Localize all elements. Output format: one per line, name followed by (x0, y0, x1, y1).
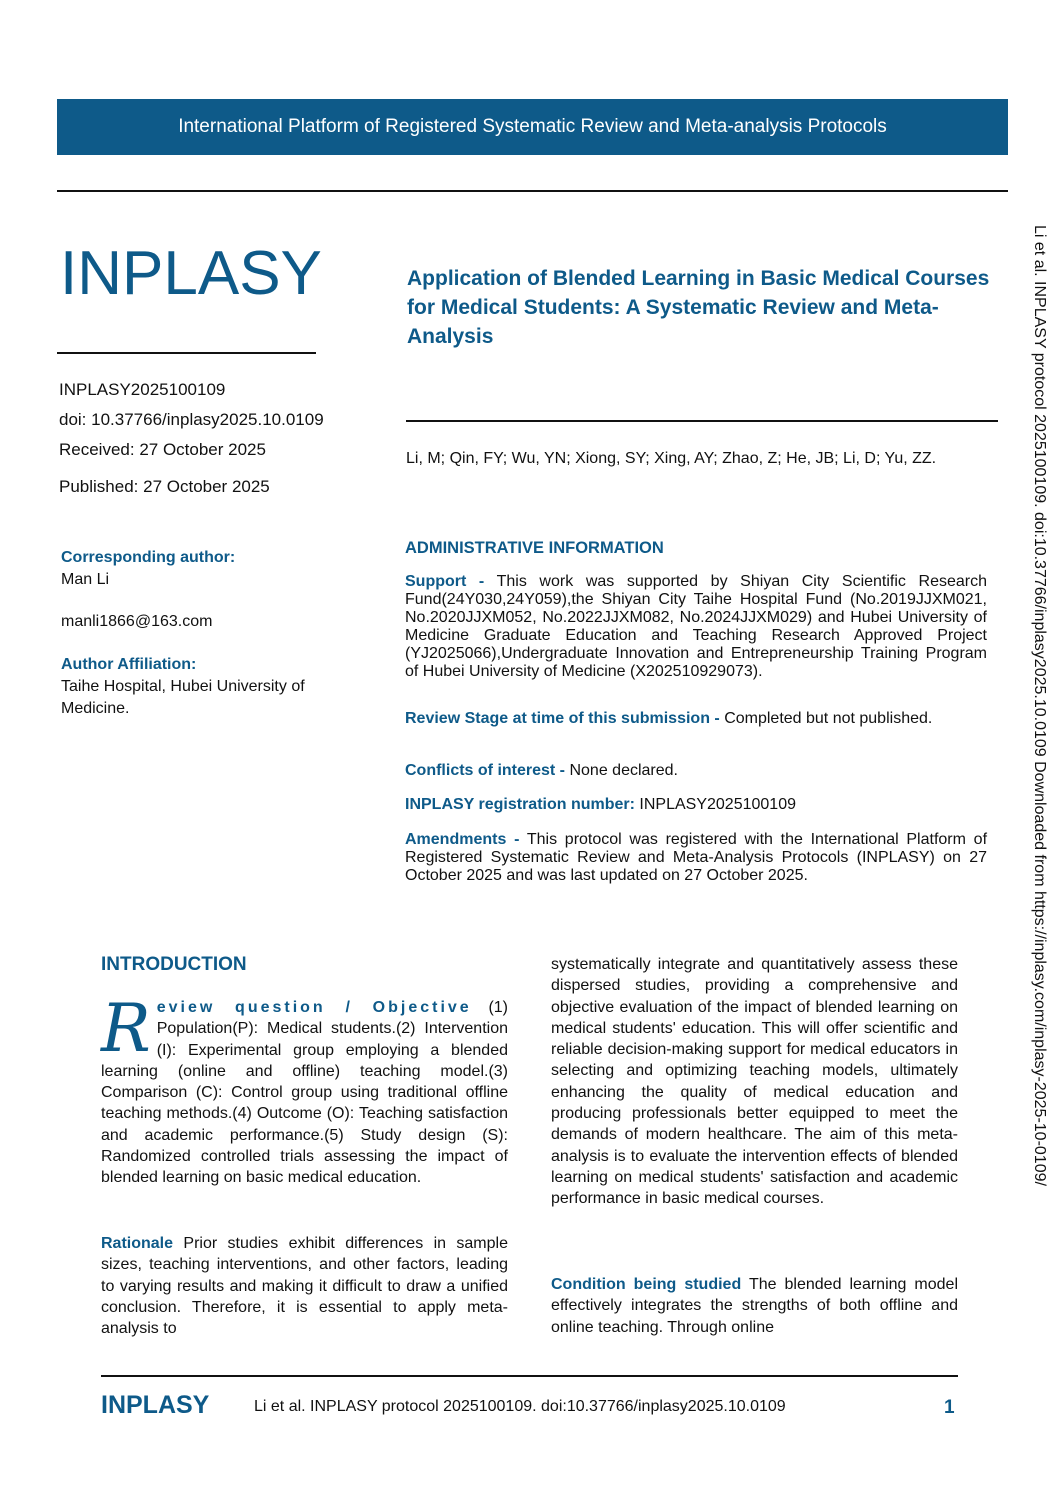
brand-rule (57, 352, 316, 354)
drop-cap: R (101, 990, 151, 1067)
amendments-text: This protocol was registered with the International Platform of Registered Systematic Review and Meta-Analysis Protocols (INPLASY) on 27 October 2025 and was last updated on 27 October 2025. (405, 831, 988, 884)
condition-paragraph (551, 1274, 958, 1338)
registration-paragraph (405, 796, 987, 814)
rationale-continued-paragraph: systematically integrate and quantitatively assess these dispersed studies, providing a comprehensive and objective evaluation of the impact of blended learning on medical students' education. This will offer scientific and reliable decision-making support for medical educators in selecting and optimizing teaching models, ultimately enhancing the quality of medical education and producing professionals better equipped to meet the demands of modern healthcare. The aim of this meta-analysis is to evaluate the intervention effects of blended learning on medical students' satisfaction and academic performance in basic medical courses. (551, 956, 958, 1208)
author-list: Li, M; Qin, FY; Wu, YN; Xiong, SY; Xing, AY; Zhao, Z; He, JB; Li, D; Yu, ZZ. (406, 450, 937, 467)
review-question-text: (1) Population(P): Medical students.(2) Intervention (I): Experimental group employing a blended learning (online and offline) teaching model.(3) Comparison (C): Control group using traditional offline teaching methods.(4) Outcome (O): Teaching satisfaction and academic performance.(5) Study design (S): Randomized controlled trials assessing the impact of blended learning on basic medical education. (101, 999, 508, 1187)
brand-logo-text: INPLASY (60, 239, 322, 308)
affiliation-block (61, 654, 351, 720)
conflicts-label: Conflicts of interest - (405, 762, 566, 779)
review-stage-label: Review Stage at time of this submission - (405, 710, 720, 727)
rationale-text: Prior studies exhibit differences in sample sizes, teaching interventions, and other factors, leading to varying results and making it difficult to draw a unified conclusion. Therefore, it is essential to apply meta-analysis to (101, 1235, 508, 1338)
registration-number: INPLASY2025100109 (639, 796, 796, 813)
header-banner (57, 99, 1008, 155)
footer-citation: Li et al. INPLASY protocol 2025100109. doi:10.37766/inplasy2025.10.0109 (254, 1398, 786, 1415)
condition-text: The blended learning model effectively integrates the strengths of both offline and online teaching. Through online (551, 1276, 959, 1336)
review-stage-paragraph (405, 710, 987, 728)
review-question-label: eview question / Objective (156, 999, 472, 1016)
published-date: Published: 27 October 2025 (59, 477, 270, 496)
conflicts-paragraph (405, 762, 987, 780)
review-question-paragraph (101, 990, 508, 1189)
paper-title: Application of Blended Learning in Basic Medical Courses for Medical Students: A Systematic Review and Meta-Analysis (407, 267, 990, 348)
support-text: This work was supported by Shiyan City Scientific Research Fund(24Y030,24Y059),the Shiyan City Taihe Hospital Fund (No.2019JJXM021, No.2020JJXM052, No.2022JJXM082, No.2024JJXM029) and Hubei University of Medicine Graduate Education and Teaching Research Approved Project (YJ2025066),Undergraduate Innovation and Entrepreneurship Training Program of Hubei University of Medicine (X202510929073). (405, 573, 988, 680)
footer-brand: INPLASY (101, 1391, 210, 1419)
corresponding-name: Man Li (61, 571, 110, 588)
affiliation-label: Author Affiliation: (61, 656, 197, 673)
footer-rule (101, 1375, 958, 1377)
banner-text: International Platform of Registered Systematic Review and Meta-analysis Protocols (178, 116, 887, 137)
condition-label: Condition being studied (551, 1276, 742, 1293)
affiliation-text: Taihe Hospital, Hubei University of Medicine. (61, 678, 305, 717)
registration-label: INPLASY registration number: (405, 796, 635, 813)
introduction-heading: INTRODUCTION (101, 954, 247, 975)
doi: doi: 10.37766/inplasy2025.10.0109 (59, 410, 324, 429)
support-paragraph (405, 573, 987, 681)
support-label: Support - (405, 573, 485, 590)
amendments-label: Amendments - (405, 831, 520, 848)
conflicts-text: None declared. (569, 762, 678, 779)
review-stage-text: Completed but not published. (724, 710, 933, 727)
page-number: 1 (944, 1397, 955, 1418)
header-rule (57, 190, 1008, 192)
corresponding-label: Corresponding author: (61, 549, 236, 566)
rationale-paragraph (101, 1233, 508, 1339)
admin-heading: ADMINISTRATIVE INFORMATION (405, 539, 664, 557)
amendments-paragraph (405, 831, 987, 885)
side-citation: Li et al. INPLASY protocol 2025100109. doi:10.37766/inplasy2025.10.0109 Downloaded from https://inplasy.com/inplasy-2025-10-0109/ (1031, 225, 1048, 1186)
title-rule (406, 420, 998, 422)
corresponding-email: manli1866@163.com (61, 613, 213, 630)
received-date: Received: 27 October 2025 (59, 440, 266, 459)
inplasy-id: INPLASY2025100109 (59, 380, 226, 399)
rationale-label: Rationale (101, 1235, 174, 1252)
corresponding-author-block (61, 547, 361, 633)
